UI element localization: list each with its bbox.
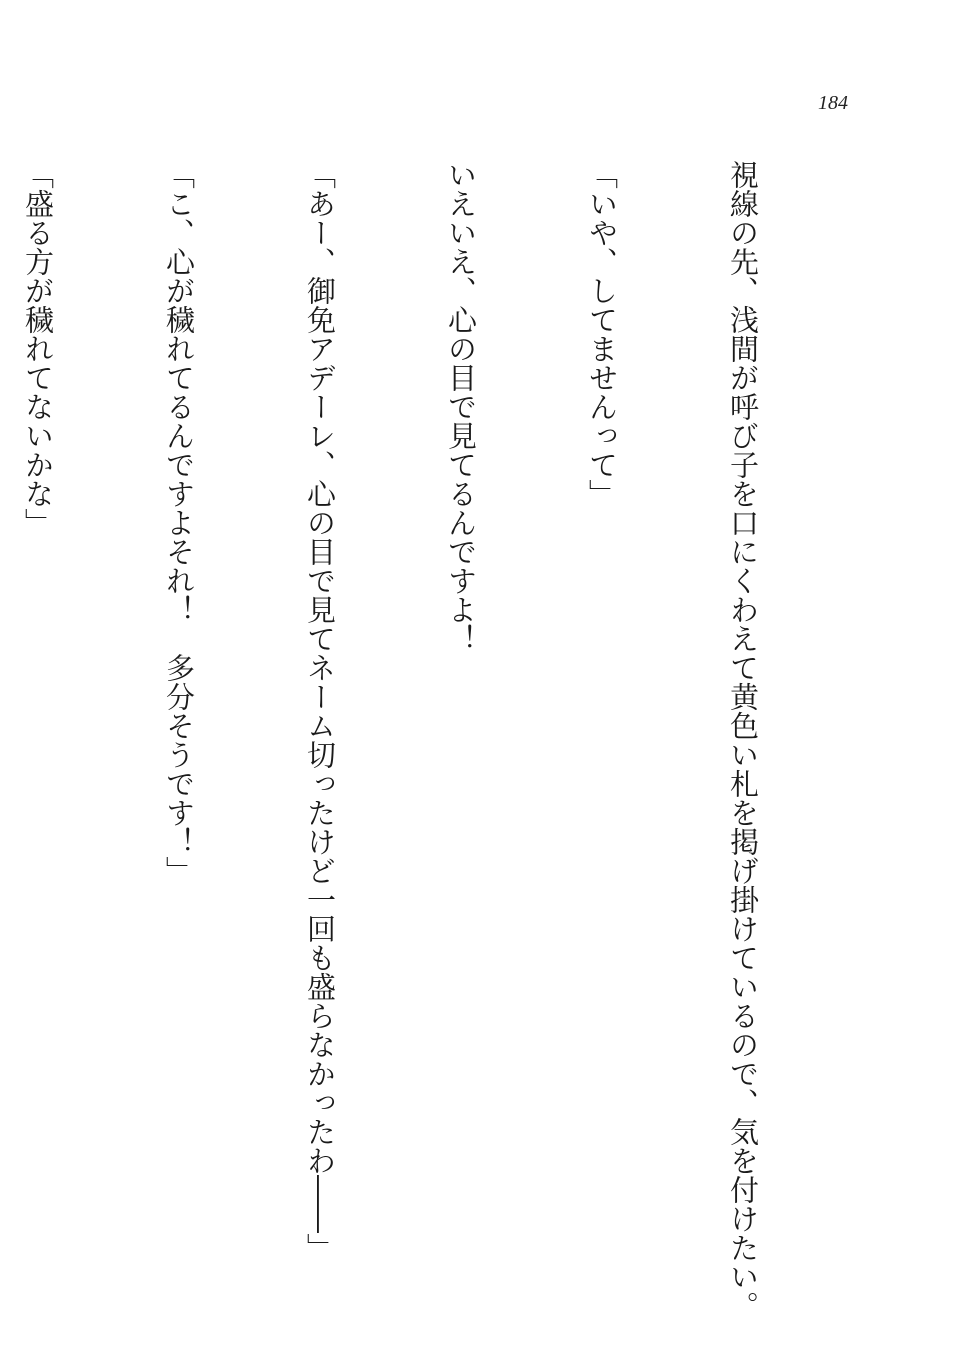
text-line: 「こ、心が穢れてるんですよそれ！ 多分そうです！」 [162, 160, 196, 885]
text-line: 「盛る方が穢れてないかな」 [21, 160, 55, 537]
text-line: 視線の先、浅間が呼び子を口にくわえて黄色い札を掲げ掛けているので、気を付けたい。 [726, 160, 760, 1320]
text-line: いえいえ、心の目で見てるんですよ！ [444, 160, 478, 653]
vertical-text-body [21, 160, 860, 1320]
text-line: 「いや、してませんって」 [585, 160, 619, 508]
page-number: 184 [818, 92, 848, 114]
text-line: 「あー、御免アデーレ、心の目で見てネーム切ったけど一回も盛らなかったわ――」 [303, 160, 337, 1262]
